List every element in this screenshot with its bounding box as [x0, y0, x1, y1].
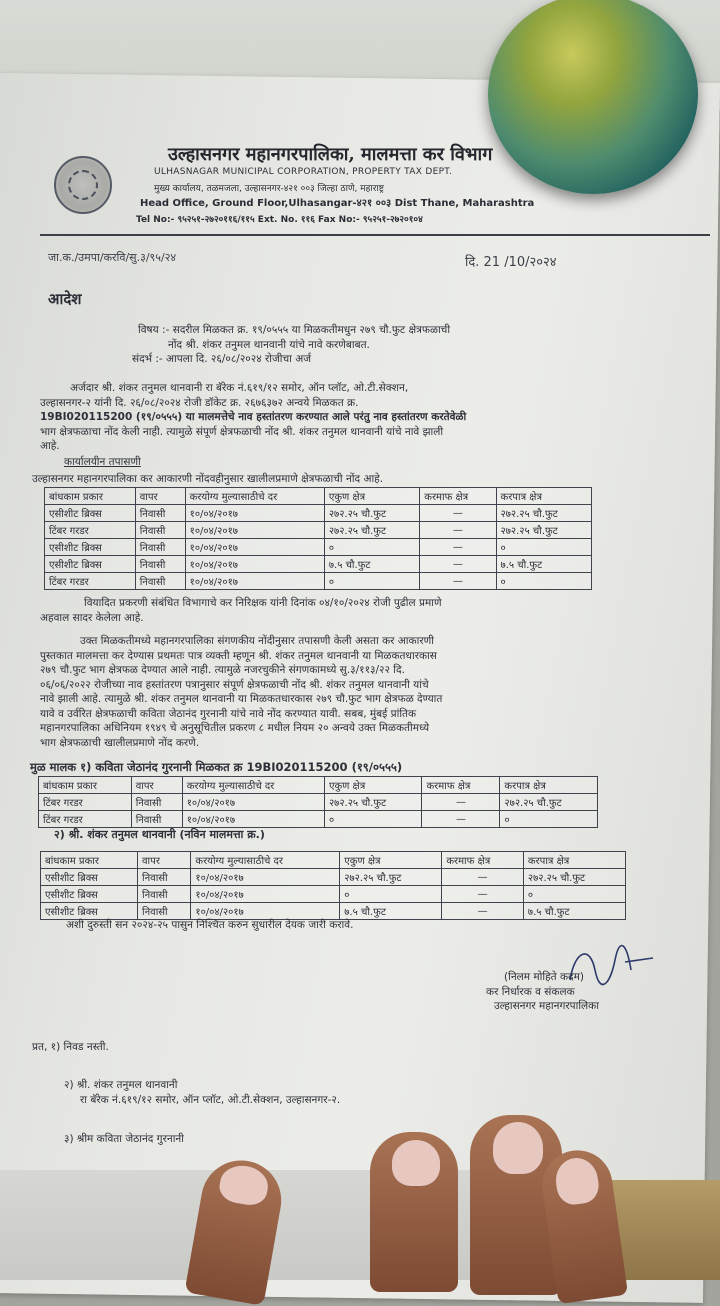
- table-cell: २७२.२५ चौ.फुट: [324, 505, 419, 522]
- table-cell: निवासी: [131, 811, 182, 828]
- table-cell: १०/०४/२०१७: [185, 556, 324, 573]
- copy-line: प्रत, १) निवड नस्ती.: [32, 1041, 109, 1053]
- fingernail: [493, 1122, 543, 1174]
- table-cell: निवासी: [138, 903, 191, 920]
- glass-paperweight: [488, 0, 698, 194]
- paragraph-line: भाग क्षेत्रफळाची खालीलप्रमाणे नोंद करणे.: [40, 736, 200, 749]
- table-cell: —: [442, 886, 524, 903]
- paragraph-line: उक्त मिळकतीमध्ये महानगरपालिका संगणकीय नोंदीनुसार तपासणी केली असता कर आकारणी: [80, 635, 434, 647]
- table-cell: २७२.२५ चौ.फुट: [500, 794, 598, 811]
- column-header: एकुण क्षेत्र: [324, 488, 419, 505]
- office-check-line: [32, 472, 383, 487]
- table-cell: ७.५ चौ.फुट: [340, 903, 442, 920]
- office-check-title: कार्यालयीन तपासणी: [64, 456, 141, 468]
- signatory-designation: कर निर्धारक व संकलक: [486, 985, 575, 998]
- table-cell: —: [420, 539, 496, 556]
- table-row: [45, 539, 592, 556]
- table-cell: टिंबर गरडर: [45, 522, 136, 539]
- table-cell: निवासी: [131, 794, 182, 811]
- signature-block: [486, 970, 599, 1014]
- table-header-row: [41, 852, 626, 869]
- table-cell: २७२.२५ चौ.फुट: [324, 522, 419, 539]
- table-cell: ०: [496, 573, 591, 590]
- column-header: करमाफ क्षेत्र: [422, 777, 500, 794]
- table-cell: ०: [496, 539, 591, 556]
- table-cell: २७२.२५ चौ.फुट: [496, 505, 591, 522]
- table-cell: ७.५ चौ.फुट: [324, 556, 419, 573]
- table-row: [39, 811, 598, 828]
- paragraph-line: ०६/०६/२०२२ रोजीच्या नाव हस्तांतरण पत्रानुसार संपूर्ण क्षेत्रफळाची नोंद श्री. शंकर तनुमल थानवानी यांचे: [40, 678, 429, 691]
- paragraph-line: नावे झाली आहे. त्यामुळे श्री. शंकर तनुमल थानवानी या मिळकतधारकास २७९ चौ.फुट भाग क्षेत्रफळ देण्यात: [40, 693, 443, 705]
- table-cell: निवासी: [135, 556, 185, 573]
- column-header: बांधकाम प्रकार: [45, 488, 136, 505]
- table-cell: ७.५ चौ.फुट: [496, 556, 591, 573]
- table-cell: २७२.२५ चौ.फुट: [324, 794, 422, 811]
- copy-to-2: [64, 1078, 340, 1107]
- table-cell: —: [420, 522, 496, 539]
- subject-reference: संदर्भ :- आपला दि. २६/०८/२०२४ रोजीचा अर्ज: [132, 353, 312, 365]
- office-check-heading: [64, 455, 141, 470]
- paragraph-line: भाग क्षेत्रफळाचा नोंद केली नाही. त्यामुळे संपूर्ण क्षेत्रफळाची नोंद श्री. शंकर तनुमल थानवानी यांचे नावे झाली: [40, 425, 444, 438]
- table-cell: निवासी: [135, 573, 185, 590]
- table-row: [45, 522, 592, 539]
- fingernail: [392, 1140, 440, 1186]
- copy-line: २) श्री. शंकर तनुमल थानवानी: [64, 1079, 178, 1091]
- table-cell: ०: [324, 811, 422, 828]
- table-cell: १०/०४/२०१७: [182, 811, 324, 828]
- letterhead-address: मुख्य कार्यालय, तळमजला, उल्हासनगर-४२१ ००३ जिल्हा ठाणे, महाराष्ट्र: [154, 184, 384, 194]
- paragraph-line: उल्हासनगर-२ यांनी दि. २६/०८/२०२४ रोजी डॉकेट क्र. २६७६३७२ अन्वये मिळकत क्र.: [40, 396, 359, 409]
- paragraph-line: अर्जदार श्री. शंकर तनुमल थानवानी रा बॅरेक नं.६१९/१२ समोर, ऑन प्लॉट, ओ.टी.सेक्शन,: [70, 382, 409, 394]
- corporation-emblem: [54, 156, 112, 214]
- owner1-heading: [30, 760, 402, 775]
- paragraph-line: आहे.: [40, 440, 60, 452]
- paragraph-line: महानगरपालिका अधिनियम १९४९ चे अनुसूचितील प्रकरण ८ मधील नियम २० अन्वये उक्त मिळकतीमध्ये: [40, 722, 430, 734]
- copy-line: ३) श्रीम कविता जेठानंद गुरनानी: [64, 1133, 184, 1145]
- table-cell: —: [420, 505, 496, 522]
- owner2-heading: [54, 828, 265, 843]
- table-cell: —: [442, 869, 524, 886]
- table-cell: निवासी: [135, 522, 185, 539]
- table-cell: टिंबर गरडर: [39, 794, 132, 811]
- table-cell: एसीशीट ब्रिक्स: [45, 505, 136, 522]
- paragraph-line: वियादित प्रकरणी संबंधित विभागाचे कर निरिक्षक यांनी दिनांक ०४/१०/२०२४ रोजी पुढील प्रमाणे: [84, 597, 442, 609]
- column-header: एकुण क्षेत्र: [324, 777, 422, 794]
- table-cell: १०/०४/२०१७: [185, 539, 324, 556]
- letterhead-rule: [40, 234, 710, 236]
- table-row: [45, 556, 592, 573]
- table-cell: एसीशीट ब्रिक्स: [41, 886, 138, 903]
- paragraph-line: २७९ चौ.फुट भाग क्षेत्रफळ देण्यात आले नाही. त्यामुळे नजरचुकीने संगणकामध्ये सु.३/११३/२२ दि.: [40, 664, 405, 676]
- table-cell: १०/०४/२०१७: [185, 522, 324, 539]
- table-cell: —: [420, 556, 496, 573]
- table-cell: —: [442, 903, 524, 920]
- table-cell: —: [420, 573, 496, 590]
- area-table-owner2: [40, 851, 626, 920]
- table-cell: ०: [523, 886, 625, 903]
- area-table-registry: [44, 487, 592, 590]
- column-header: वापर: [138, 852, 191, 869]
- table-row: [41, 886, 626, 903]
- table-row: [45, 505, 592, 522]
- table-cell: ७.५ चौ.फुट: [523, 903, 625, 920]
- office-check-text: उल्हासनगर महानगरपालिका कर आकारणी नोंदवहीनुसार खालीलप्रमाणे क्षेत्रफळाची नोंद आहे.: [32, 473, 384, 485]
- area-table-owner1: [38, 776, 598, 828]
- column-header: करपात्र क्षेत्र: [500, 777, 598, 794]
- table-cell: एसीशीट ब्रिक्स: [45, 556, 136, 573]
- column-header: एकुण क्षेत्र: [340, 852, 442, 869]
- signatory-organisation: उल्हासनगर महानगरपालिका: [494, 1000, 599, 1012]
- table-row: [41, 869, 626, 886]
- table-header-row: [45, 488, 592, 505]
- owner1-text: मुळ मालक १) कविता जेठानंद गुरनानी मिळकत क्र 19BI020115200 (१९/०५५५): [30, 760, 403, 774]
- table-row: [45, 573, 592, 590]
- table-cell: टिंबर गरडर: [39, 811, 132, 828]
- letterhead-telephone: Tel No:- ९५२५१-२७२०११६/११५ Ext. No. ११६ Fax No:- ९५२५१-२७२०१०४: [136, 215, 423, 225]
- table-cell: निवासी: [135, 505, 185, 522]
- table-cell: १०/०४/२०१७: [185, 573, 324, 590]
- table-row: [39, 794, 598, 811]
- table-cell: २७२.२५ चौ.फुट: [496, 522, 591, 539]
- letterhead-title-english: ULHASNAGAR MUNICIPAL CORPORATION, PROPERTY TAX DEPT.: [154, 167, 453, 177]
- copy-to-1: [32, 1040, 109, 1055]
- table-cell: १०/०४/२०१७: [191, 886, 340, 903]
- table-cell: १०/०४/२०१७: [185, 505, 324, 522]
- table-cell: १०/०४/२०१७: [191, 903, 340, 920]
- table-cell: एसीशीट ब्रिक्स: [41, 903, 138, 920]
- table-row: [41, 903, 626, 920]
- copy-line: रा बॅरेक नं.६१९/१२ समोर, ऑन प्लॉट, ओ.टी.सेक्शन, उल्हासनगर-२.: [80, 1093, 341, 1106]
- column-header: करपात्र क्षेत्र: [496, 488, 591, 505]
- findings-paragraph: [40, 634, 442, 750]
- table-cell: ०: [340, 886, 442, 903]
- correction-line: [66, 918, 353, 933]
- applicant-paragraph: [40, 381, 466, 454]
- table-cell: एसीशीट ब्रिक्स: [41, 869, 138, 886]
- column-header: करमाफ क्षेत्र: [442, 852, 524, 869]
- letterhead-title: उल्हासनगर महानगरपालिका, मालमत्ता कर विभाग: [168, 144, 493, 165]
- column-header: बांधकाम प्रकार: [41, 852, 138, 869]
- table-cell: —: [422, 811, 500, 828]
- column-header: करमाफ क्षेत्र: [420, 488, 496, 505]
- column-header: वापर: [135, 488, 185, 505]
- order-heading: आदेश: [48, 290, 82, 308]
- column-header: करपात्र क्षेत्र: [523, 852, 625, 869]
- document-date: दि. 21 /10/२०२४: [465, 255, 557, 270]
- subject-line: विषय :- सदरील मिळकत क्र. १९/०५५५ या मिळकतीमधुन २७९ चौ.फुट क्षेत्रफळाची: [138, 324, 451, 336]
- signatory-name: (निलम मोहिते कदम): [504, 971, 585, 983]
- table-header-row: [39, 777, 598, 794]
- subject-block: [132, 323, 451, 367]
- table-cell: १०/०४/२०१७: [191, 869, 340, 886]
- column-header: करयोग्य मुल्यासाठीचे दर: [185, 488, 324, 505]
- paragraph-line: अहवाल सादर केलेला आहे.: [40, 611, 144, 624]
- table-cell: २७२.२५ चौ.फुट: [523, 869, 625, 886]
- table-cell: २७२.२५ चौ.फुट: [340, 869, 442, 886]
- subject-line: नोंद श्री. शंकर तनुमल थानवानी यांचे नावे करणेबाबत.: [168, 338, 370, 351]
- column-header: करयोग्य मुल्यासाठीचे दर: [191, 852, 340, 869]
- table-cell: ०: [500, 811, 598, 828]
- column-header: बांधकाम प्रकार: [39, 777, 132, 794]
- table-cell: निवासी: [138, 869, 191, 886]
- table-cell: ०: [324, 573, 419, 590]
- table-cell: एसीशीट ब्रिक्स: [45, 539, 136, 556]
- table-cell: ०: [324, 539, 419, 556]
- table-cell: निवासी: [138, 886, 191, 903]
- copy-to-3: [64, 1132, 184, 1147]
- letterhead-head-office: Head Office, Ground Floor,Ulhasangar-४२१ ००३ Dist Thane, Maharashtra: [140, 198, 535, 209]
- reference-number: जा.क./उमपा/करवि/सु.३/९५/२४: [48, 251, 177, 264]
- table-cell: १०/०४/२०१७: [182, 794, 324, 811]
- paragraph-line: यावे व उर्वरित क्षेत्रफळाची कविता जेठानंद गुरनानी यांचे नावे नोंद करण्यात यावी. सबब, मुंबई प्रांतिक: [40, 707, 417, 720]
- column-header: वापर: [131, 777, 182, 794]
- paragraph-line: 19BI020115200 (१९/०५५५) या मालमत्तेचे नाव हस्तांतरण करण्यात आले परंतु नाव हस्तांतरण करतेवेळी: [40, 411, 467, 423]
- correction-text: अशी दुरुस्ती सन २०२४-२५ पासुन निश्चित करुन सुधारील देयक जारी करावे.: [66, 919, 354, 931]
- table-cell: निवासी: [135, 539, 185, 556]
- column-header: करयोग्य मुल्यासाठीचे दर: [182, 777, 324, 794]
- table-cell: टिंबर गरडर: [45, 573, 136, 590]
- table-cell: —: [422, 794, 500, 811]
- paragraph-line: पुस्तकात मालमत्ता कर देण्यास प्रथमतः पात्र व्यक्ती म्हणून श्री. शंकर तनुमल थानवानी या मिळकतधारकास: [40, 649, 437, 662]
- inspector-report-paragraph: [40, 596, 442, 625]
- owner2-text: २) श्री. शंकर तनुमल थानवानी (नविन मालमत्ता क्र.): [54, 828, 265, 841]
